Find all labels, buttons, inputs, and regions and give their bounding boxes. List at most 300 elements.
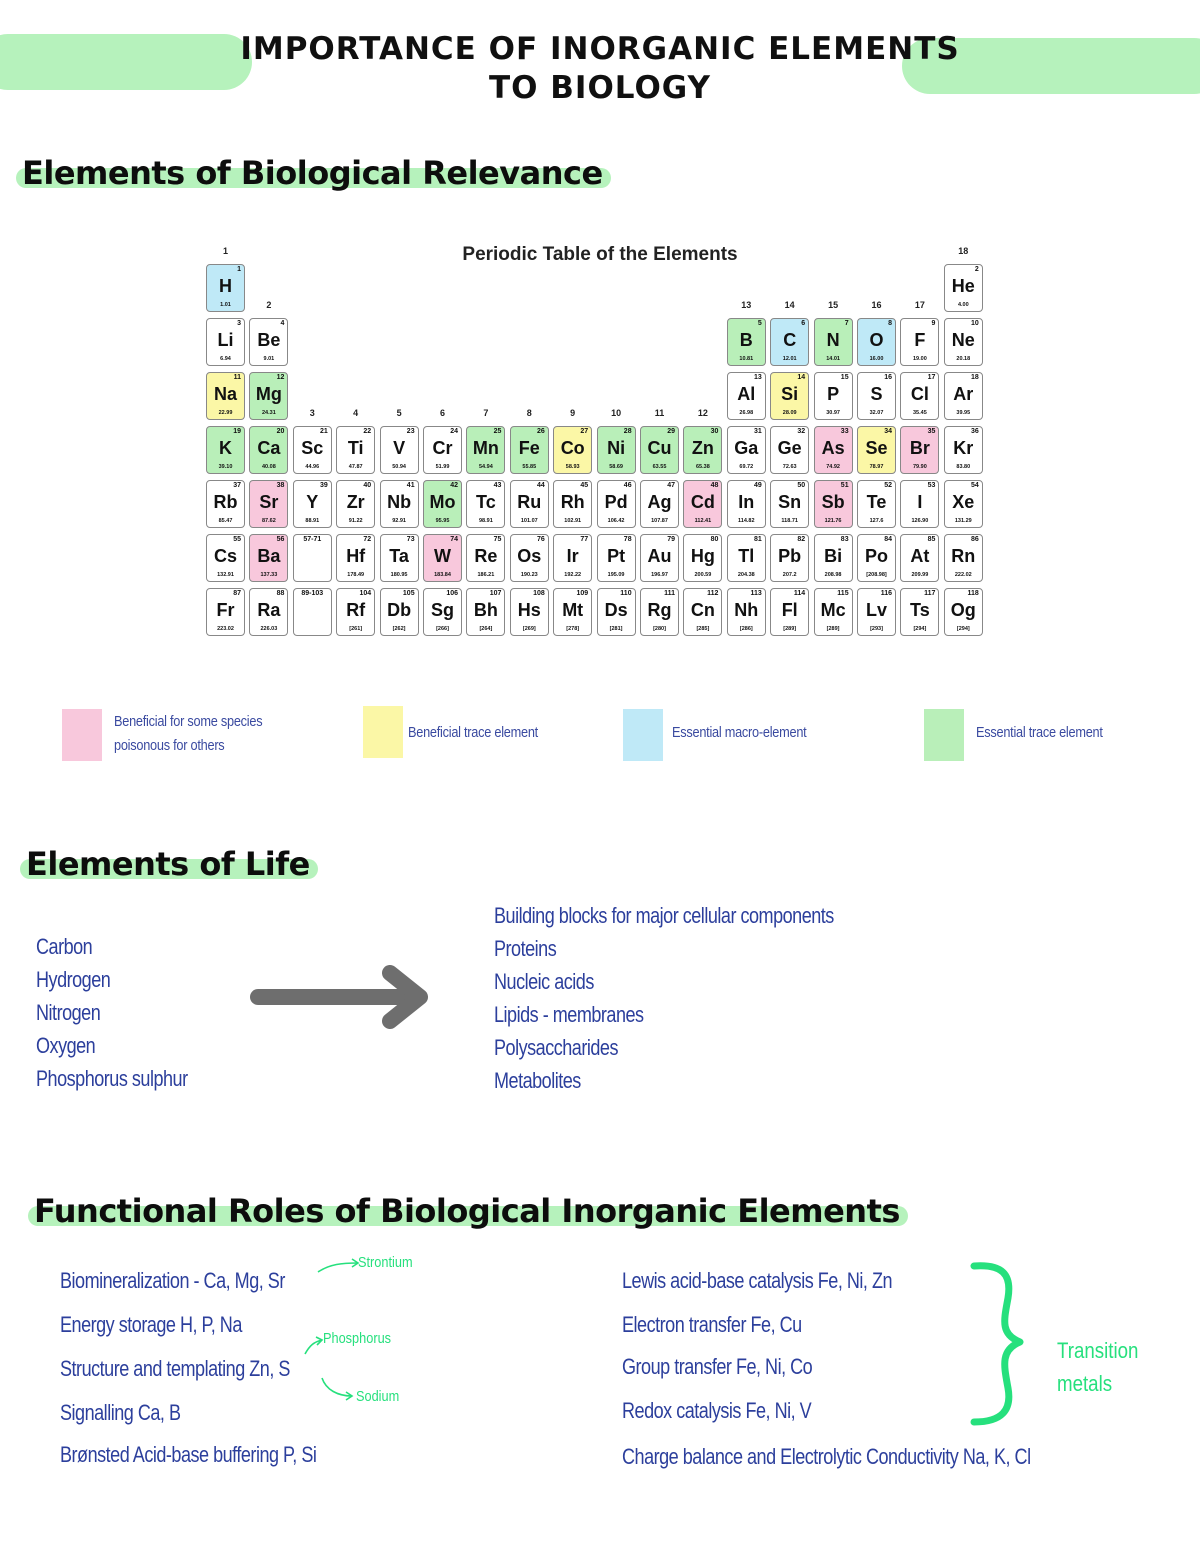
element-cell-nh [727, 588, 766, 636]
element-cell-zn [683, 426, 722, 474]
group-number: 16 [871, 300, 882, 310]
element-number: 22 [363, 428, 372, 435]
element-cell-b [727, 318, 766, 366]
element-symbol: Au [647, 546, 672, 566]
element-mass: [208.98] [866, 572, 887, 578]
element-cell-sg [423, 588, 462, 636]
element-mass: [264] [479, 626, 493, 632]
element-number: 46 [623, 482, 632, 489]
element-symbol: Nh [734, 600, 759, 620]
element-symbol: W [434, 546, 451, 566]
element-mass: 30.97 [826, 410, 840, 416]
element-number: 73 [406, 536, 415, 543]
element-number: 110 [620, 590, 632, 597]
element-cell-na [206, 372, 245, 420]
element-mass: [289] [783, 626, 797, 632]
element-symbol: Be [257, 330, 281, 350]
list-item: Structure and templating Zn, S [60, 1356, 290, 1381]
element-cell-au [640, 534, 679, 582]
element-symbol: Re [474, 546, 498, 566]
element-symbol: Mo [429, 492, 456, 512]
element-mass: 51.99 [435, 464, 450, 470]
element-cell-mo [423, 480, 462, 528]
element-number: 80 [710, 536, 719, 543]
element-symbol: Br [909, 438, 930, 458]
element-number: 30 [710, 428, 719, 435]
section-heading-life: Elements of Life [26, 845, 310, 883]
element-number: 6 [801, 320, 806, 327]
element-mass: 126.90 [911, 518, 929, 524]
element-mass: 195.09 [607, 572, 625, 578]
element-cell-mg [249, 372, 288, 420]
group-number: 10 [611, 408, 622, 418]
legend-label-pink: Beneficial for some species poisonous for others [114, 713, 263, 754]
element-symbol: Hf [346, 546, 366, 566]
element-mass: [278] [566, 626, 580, 632]
element-cell-y [293, 480, 332, 528]
element-symbol: Rn [951, 546, 976, 566]
element-mass: 222.02 [954, 572, 972, 578]
element-symbol: Ar [953, 384, 974, 404]
element-number: 36 [971, 428, 979, 435]
element-cell-k [206, 426, 245, 474]
element-cell-h [206, 264, 245, 312]
element-symbol: Ta [389, 546, 409, 566]
element-cell-br [900, 426, 939, 474]
element-cell-range-57-71 [293, 534, 332, 582]
element-cell-kr [944, 426, 983, 474]
element-cell-ir [553, 534, 592, 582]
element-symbol: Cu [647, 438, 672, 458]
element-number: 117 [924, 590, 936, 597]
list-item: Group transfer Fe, Ni, Co [622, 1354, 813, 1379]
element-number: 18 [971, 374, 979, 381]
list-item: Phosphorus sulphur [36, 1066, 188, 1091]
list-item: Polysaccharides [494, 1035, 618, 1060]
element-number: 19 [233, 428, 241, 435]
element-symbol: Hg [690, 546, 715, 566]
element-cell-nb [380, 480, 419, 528]
element-mass: [294] [956, 626, 970, 632]
element-number: 111 [664, 590, 675, 597]
element-symbol: Ne [951, 330, 975, 350]
element-cell-v [380, 426, 419, 474]
element-mass: 85.47 [218, 518, 233, 524]
element-number: 112 [707, 590, 719, 597]
element-mass: 58.93 [565, 464, 580, 470]
element-mass: 16.00 [869, 356, 884, 362]
element-symbol: As [821, 438, 845, 458]
element-cell-p [814, 372, 853, 420]
element-number: 54 [971, 482, 979, 489]
element-number: 106 [446, 590, 458, 597]
element-symbol: Ts [910, 600, 930, 620]
element-symbol: Cl [910, 384, 929, 404]
element-mass: 9.01 [263, 356, 275, 362]
element-number: 53 [927, 482, 936, 489]
element-cell-ts [900, 588, 939, 636]
element-mass: 91.22 [348, 518, 363, 524]
element-symbol: Lv [865, 600, 887, 620]
element-symbol: Cs [213, 546, 237, 566]
element-cell-sb [814, 480, 853, 528]
element-cell-o [857, 318, 896, 366]
element-number: 26 [537, 428, 545, 435]
element-mass: [269] [522, 626, 536, 632]
element-cell-cu [640, 426, 679, 474]
group-number: 15 [828, 300, 839, 310]
element-symbol: Ru [517, 492, 542, 512]
legend-swatch-pink [62, 709, 102, 761]
element-number: 40 [363, 482, 372, 489]
element-mass: 40.08 [262, 464, 276, 470]
element-number: 86 [971, 536, 979, 543]
element-cell-cn [683, 588, 722, 636]
element-number: 57-71 [303, 536, 322, 543]
element-symbol: Pb [778, 546, 802, 566]
element-number: 104 [359, 590, 372, 597]
element-mass: 101.07 [520, 518, 538, 524]
element-symbol: Tl [738, 546, 755, 566]
element-symbol: Fe [518, 438, 540, 458]
element-cell-sn [770, 480, 809, 528]
element-mass: 204.38 [737, 572, 755, 578]
group-number: 7 [483, 408, 489, 418]
element-cell-os [510, 534, 549, 582]
element-mass: 47.87 [348, 464, 363, 470]
element-cell-ga [727, 426, 766, 474]
element-cell-s [857, 372, 896, 420]
element-mass: 83.80 [956, 464, 971, 470]
element-symbol: I [917, 492, 923, 512]
element-cell-sc [293, 426, 332, 474]
element-symbol: Db [387, 600, 412, 620]
element-symbol: Sb [821, 492, 845, 512]
element-symbol: Ga [734, 438, 759, 458]
element-mass: 92.91 [392, 518, 406, 524]
element-number: 72 [363, 536, 372, 543]
element-number: 105 [402, 590, 415, 597]
element-number: 114 [793, 590, 806, 597]
element-cell-tl [727, 534, 766, 582]
element-symbol: Bh [473, 600, 498, 620]
element-number: 39 [320, 482, 328, 489]
element-symbol: Rh [560, 492, 585, 512]
element-mass: 58.69 [609, 464, 623, 470]
element-mass: 114.82 [738, 518, 755, 524]
element-number: 89-103 [301, 590, 324, 597]
element-mass: 183.84 [434, 572, 451, 578]
element-cell-ne [944, 318, 983, 366]
element-cell-db [380, 588, 419, 636]
element-symbol: Rg [647, 600, 672, 620]
element-symbol: Sg [430, 600, 454, 620]
element-number: 51 [840, 482, 849, 489]
element-mass: 1.01 [220, 302, 231, 308]
element-cell-ti [336, 426, 375, 474]
list-item: Hydrogen [36, 967, 111, 992]
element-number: 4 [280, 320, 285, 327]
element-cell-i [900, 480, 939, 528]
transition-metals-label: Transition metals [1057, 1338, 1139, 1396]
group-number: 13 [741, 300, 752, 310]
element-mass: 20.18 [956, 356, 971, 362]
page-title-line-1: IMPORTANCE OF INORGANIC ELEMENTS [240, 31, 960, 67]
element-cell-w [423, 534, 462, 582]
element-symbol: F [914, 330, 926, 350]
element-number: 50 [797, 482, 806, 489]
element-cell-si [770, 372, 809, 420]
element-symbol: Te [866, 492, 887, 512]
element-number: 16 [884, 374, 892, 381]
element-mass: 106.42 [607, 518, 625, 524]
element-cell-cr [423, 426, 462, 474]
page-title [0, 30, 1200, 108]
group-number: 2 [266, 300, 272, 310]
element-symbol: Sc [301, 438, 324, 458]
element-number: 78 [623, 536, 632, 543]
element-number: 28 [623, 428, 632, 435]
element-cell-cd [683, 480, 722, 528]
element-mass: 19.00 [913, 356, 927, 362]
element-symbol: V [393, 438, 406, 458]
element-mass: [285] [696, 626, 710, 632]
element-symbol: Cr [432, 438, 453, 458]
element-symbol: Kr [953, 438, 974, 458]
element-symbol: Og [950, 600, 976, 620]
annotation-sodium: Sodium [356, 1388, 400, 1405]
element-symbol: H [219, 276, 232, 296]
element-symbol: Ti [347, 438, 364, 458]
element-symbol: Bi [824, 546, 843, 566]
element-cell-lv [857, 588, 896, 636]
element-number: 44 [537, 482, 545, 489]
list-item: Lewis acid-base catalysis Fe, Ni, Zn [622, 1268, 893, 1293]
element-number: 3 [237, 320, 241, 327]
element-number: 45 [580, 482, 589, 489]
element-mass: 207.2 [782, 572, 797, 578]
section-heading-roles: Functional Roles of Biological Inorganic Elements [34, 1192, 900, 1230]
element-symbol: At [910, 546, 930, 566]
element-symbol: Mn [472, 438, 499, 458]
element-mass: 50.94 [392, 464, 406, 470]
element-cell-rg [640, 588, 679, 636]
element-number: 25 [493, 428, 502, 435]
element-number: 109 [576, 590, 589, 597]
life-elements-list [36, 930, 221, 1095]
element-cell-li [206, 318, 245, 366]
element-mass: 44.96 [305, 464, 320, 470]
element-number: 84 [884, 536, 892, 543]
element-symbol: Ge [777, 438, 802, 458]
element-mass: 12.01 [782, 356, 797, 362]
element-cell-ge [770, 426, 809, 474]
element-mass: 14.01 [826, 356, 840, 362]
group-number: 4 [353, 408, 359, 418]
element-symbol: S [870, 384, 883, 404]
element-number: 35 [927, 428, 936, 435]
element-cell-hg [683, 534, 722, 582]
element-number: 5 [757, 320, 762, 327]
element-cell-po [857, 534, 896, 582]
element-cell-hs [510, 588, 549, 636]
element-mass: 118.71 [781, 518, 798, 524]
element-symbol: Hs [517, 600, 541, 620]
element-number: 77 [580, 536, 589, 543]
element-mass: 226.03 [260, 626, 278, 632]
element-mass: 95.95 [435, 518, 450, 524]
element-cell-ta [380, 534, 419, 582]
element-cell-f [900, 318, 939, 366]
element-mass: 4.00 [957, 302, 969, 308]
element-mass: 32.07 [869, 410, 884, 416]
element-mass: 180.95 [390, 572, 408, 578]
element-symbol: P [827, 384, 840, 404]
element-symbol: Pd [604, 492, 628, 512]
element-mass: 74.92 [826, 464, 840, 470]
element-symbol: He [951, 276, 975, 296]
element-number: 8 [888, 320, 892, 327]
element-number: 15 [840, 374, 849, 381]
element-number: 76 [537, 536, 545, 543]
element-cell-mc [814, 588, 853, 636]
element-mass: 192.22 [564, 572, 582, 578]
element-cell-as [814, 426, 853, 474]
list-item: Energy storage H, P, Na [60, 1312, 242, 1337]
element-symbol: In [738, 492, 755, 512]
group-number: 6 [439, 408, 445, 418]
element-symbol: Fl [781, 600, 798, 620]
element-mass: 223.02 [217, 626, 234, 632]
element-mass: [286] [739, 626, 753, 632]
legend-label-green: Essential trace element [976, 724, 1103, 741]
group-number: 18 [958, 246, 969, 256]
element-number: 9 [931, 320, 936, 327]
list-item: Carbon [36, 934, 93, 959]
element-symbol: Pt [607, 546, 626, 566]
element-cell-tc [466, 480, 505, 528]
element-number: 107 [489, 590, 502, 597]
element-symbol: Na [213, 384, 237, 404]
element-number: 87 [233, 590, 241, 597]
element-number: 74 [450, 536, 458, 543]
element-number: 81 [754, 536, 762, 543]
element-cell-range-89-103 [293, 588, 332, 636]
element-symbol: Rf [346, 600, 366, 620]
element-symbol: Os [517, 546, 542, 566]
element-cell-pb [770, 534, 809, 582]
element-mass: [280] [653, 626, 666, 632]
element-symbol: Ag [647, 492, 672, 512]
element-number: 49 [754, 482, 762, 489]
element-cell-bi [814, 534, 853, 582]
legend-label-blue: Essential macro-element [672, 724, 807, 741]
element-symbol: Mg [255, 384, 282, 404]
element-number: 2 [974, 266, 979, 273]
element-cell-at [900, 534, 939, 582]
element-number: 14 [797, 374, 806, 381]
element-number: 23 [406, 428, 415, 435]
element-mass: 28.09 [782, 410, 797, 416]
element-symbol: Co [560, 438, 585, 458]
element-mass: 178.49 [347, 572, 365, 578]
element-cell-cs [206, 534, 245, 582]
element-mass: 127.6 [869, 518, 884, 524]
element-mass: 69.72 [739, 464, 754, 470]
page-title-line-2: TO BIOLOGY [488, 70, 712, 106]
element-mass: 35.45 [913, 410, 927, 416]
element-mass: 131.29 [954, 518, 972, 524]
element-number: 42 [450, 482, 458, 489]
element-symbol: Sn [778, 492, 802, 512]
list-item: Nitrogen [36, 1000, 101, 1025]
element-cell-se [857, 426, 896, 474]
element-cell-ds [597, 588, 636, 636]
curly-brace-icon [962, 1258, 1032, 1430]
element-mass: 190.23 [520, 572, 538, 578]
element-cell-rh [553, 480, 592, 528]
element-number: 113 [750, 590, 762, 597]
element-mass: [293] [870, 626, 883, 632]
element-mass: 107.87 [651, 518, 668, 524]
element-cell-pt [597, 534, 636, 582]
element-cell-ra [249, 588, 288, 636]
list-item: Redox catalysis Fe, Ni, V [622, 1398, 812, 1423]
element-symbol: Ba [257, 546, 281, 566]
life-components-list [494, 899, 908, 1097]
element-symbol: Ni [607, 438, 626, 458]
element-number: 38 [276, 482, 285, 489]
element-number: 56 [276, 536, 285, 543]
element-symbol: C [783, 330, 797, 350]
element-symbol: Rb [213, 492, 238, 512]
element-mass: [266] [436, 626, 449, 632]
list-item: Electron transfer Fe, Cu [622, 1312, 802, 1337]
element-mass: [289] [826, 626, 840, 632]
element-cell-ba [249, 534, 288, 582]
element-number: 32 [797, 428, 806, 435]
element-cell-fl [770, 588, 809, 636]
annotation-strontium: Strontium [358, 1254, 413, 1271]
element-symbol: Sr [259, 492, 279, 512]
element-symbol: Fr [216, 600, 235, 620]
element-cell-n [814, 318, 853, 366]
element-mass: [261] [349, 626, 363, 632]
element-number: 27 [580, 428, 589, 435]
element-mass: 39.95 [956, 410, 971, 416]
element-number: 47 [667, 482, 675, 489]
element-number: 29 [667, 428, 675, 435]
element-mass: 24.31 [262, 410, 276, 416]
group-number: 5 [396, 408, 402, 418]
element-mass: 200.59 [694, 572, 712, 578]
element-mass: [281] [609, 626, 623, 632]
element-cell-he [944, 264, 983, 312]
element-symbol: Mc [820, 600, 846, 620]
legend-swatch-yellow [363, 706, 403, 758]
right-arrow-icon [250, 962, 440, 1032]
element-cell-te [857, 480, 896, 528]
element-symbol: Zr [346, 492, 365, 512]
element-symbol: B [739, 330, 753, 350]
element-number: 33 [840, 428, 849, 435]
element-symbol: Ra [257, 600, 281, 620]
list-item: Oxygen [36, 1033, 96, 1058]
list-item: Signalling Ca, B [60, 1400, 181, 1425]
element-mass: [294] [913, 626, 927, 632]
element-mass: 98.91 [479, 518, 493, 524]
element-number: 37 [233, 482, 241, 489]
